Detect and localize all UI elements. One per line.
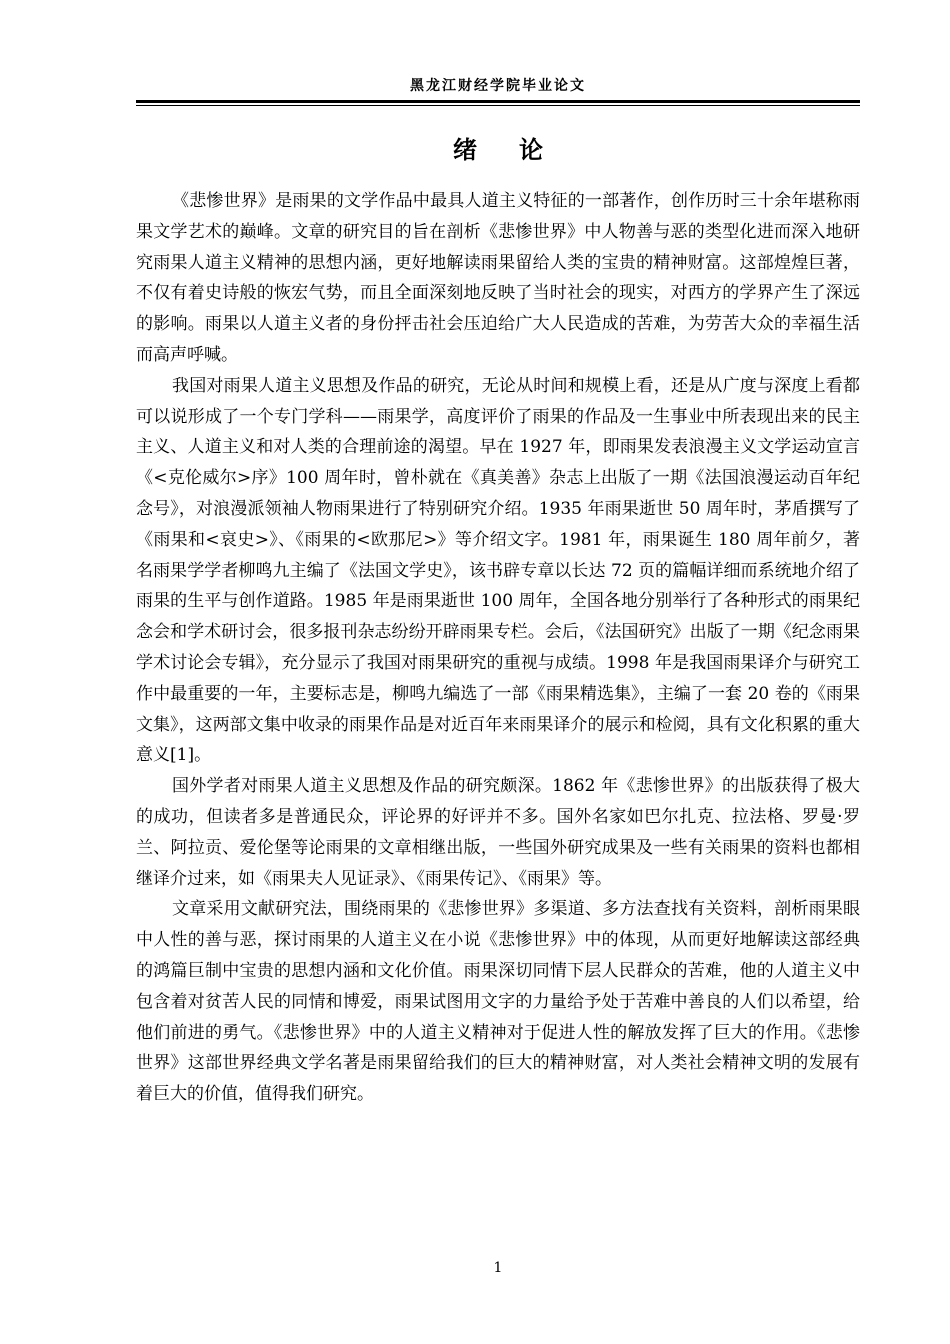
- paragraph-1: 《悲惨世界》是雨果的文学作品中最具人道主义特征的一部著作，创作历时三十余年堪称雨果文学艺术的巅峰。文章的研究目的旨在剖析《悲惨世界》中人物善与恶的类型化进而深入地研究雨果人道主义精神的思想内涵，更好地解读雨果留给人类的宝贵的精神财富。这部煌煌巨著，不仅有着史诗般的恢宏气势，而且全面深刻地反映了当时社会的现实，对西方的学界产生了深远的影响。雨果以人道主义者的身份抨击社会压迫给广大人民造成的苦难，为劳苦大众的幸福生活而高声呼喊。: [136, 191, 860, 365]
- section-title: [136, 134, 860, 166]
- section-title-char-2: 论: [519, 136, 543, 164]
- body-text: [136, 186, 860, 1110]
- header-rule-thick: [136, 100, 860, 103]
- paragraph-3: 国外学者对雨果人道主义思想及作品的研究颇深。1862 年《悲惨世界》的出版获得了极大的成功，但读者多是普通民众，评论界的好评并不多。国外名家如巴尔扎克、拉法格、罗曼·罗兰、阿拉贡、爱伦堡等论雨果的文章相继出版，一些国外研究成果及一些有关雨果的资料也都相继译介过来，如《雨果夫人见证录》、《雨果传记》、《雨果》等。: [136, 776, 860, 889]
- paragraph-2: 我国对雨果人道主义思想及作品的研究，无论从时间和规模上看，还是从广度与深度上看都可以说形成了一个专门学科——雨果学，高度评价了雨果的作品及一生事业中所表现出来的民主主义、人道主义和对人类的合理前途的渴望。早在 1927 年，即雨果发表浪漫主义文学运动宣言《<克伦威尔>序》100 周年时，曾朴就在《真美善》杂志上出版了一期《法国浪漫运动百年纪念号》，对浪漫派领袖人物雨果进行了特别研究介绍。1935 年雨果逝世 50 周年时，茅盾撰写了《雨果和<哀史>》、《雨果的<欧那尼>》等介绍文字。1981 年，雨果诞生 180 周年前夕，著名雨果学学者柳鸣九主编了《法国文学史》，该书辟专章以长达 72 页的篇幅详细而系统地介绍了雨果的生平与创作道路。1985 年是雨果逝世 100 周年，全国各地分别举行了各种形式的雨果纪念会和学术研讨会，很多报刊杂志纷纷开辟雨果专栏。会后，《法国研究》出版了一期《纪念雨果学术讨论会专辑》，充分显示了我国对雨果研究的重视与成绩。1998 年是我国雨果译介与研究工作中最重要的一年，主要标志是，柳鸣九编选了一部《雨果精选集》，主编了一套 20 卷的《雨果文集》，这两部文集中收录的雨果作品是对近百年来雨果译介的展示和检阅，具有文化积累的重大意义[1]。: [136, 375, 860, 766]
- page-number: 1: [493, 1260, 503, 1276]
- section-title-char-1: 绪: [453, 136, 477, 164]
- paragraph-4: 文章采用文献研究法，围绕雨果的《悲惨世界》多渠道、多方法查找有关资料，剖析雨果眼中人性的善与恶，探讨雨果的人道主义在小说《悲惨世界》中的体现，从而更好地解读这部经典的鸿篇巨制中宝贵的思想内涵和文化价值。雨果深切同情下层人民群众的苦难，他的人道主义中包含着对贫苦人民的同情和博爱，雨果试图用文字的力量给予处于苦难中善良的人们以希望，给他们前进的勇气。《悲惨世界》中的人道主义精神对于促进人性的解放发挥了巨大的作用。《悲惨世界》这部世界经典文学名著是雨果留给我们的巨大的精神财富，对人类社会精神文明的发展有着巨大的价值，值得我们研究。: [136, 899, 860, 1105]
- running-header-title: 黑龙江财经学院毕业论文: [410, 78, 586, 94]
- header-rule-thin: [136, 105, 860, 106]
